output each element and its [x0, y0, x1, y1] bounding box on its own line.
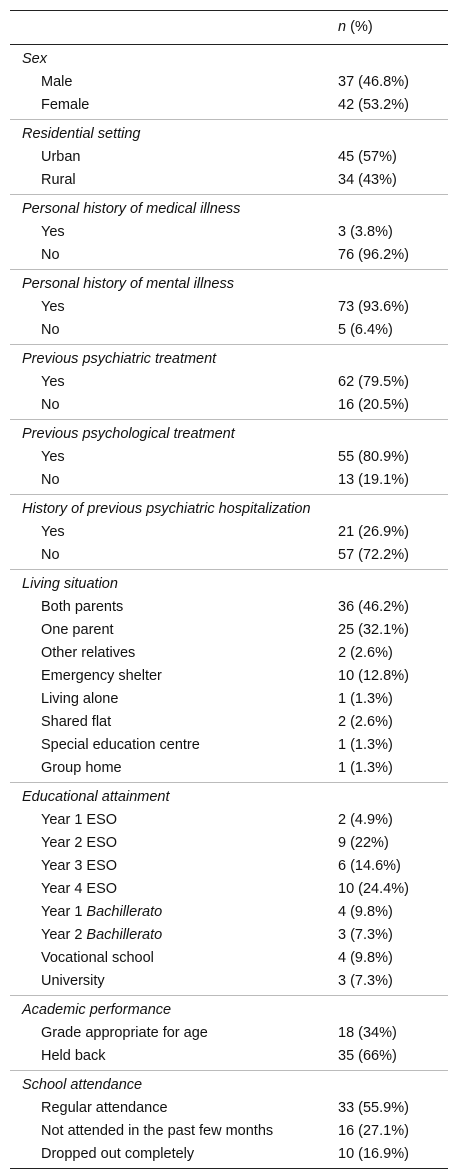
table-group — [10, 420, 448, 495]
table-row — [10, 855, 448, 878]
row-value: 25 (32.1%) — [338, 622, 409, 638]
table-row — [10, 688, 448, 711]
table-row — [10, 169, 448, 192]
row-value: 36 (46.2%) — [338, 599, 409, 615]
row-value: 2 (2.6%) — [338, 645, 393, 661]
row-label: Dropped out completely — [41, 1146, 195, 1162]
row-value: 16 (20.5%) — [338, 397, 409, 413]
table-row — [10, 394, 448, 417]
group-heading: School attendance — [22, 1077, 143, 1093]
table-group — [10, 120, 448, 195]
row-label: University — [41, 973, 105, 989]
row-label-text: Year 1 — [41, 904, 87, 920]
row-label: Yes — [41, 524, 65, 540]
row-value: 73 (93.6%) — [338, 299, 409, 315]
row-label: Yes — [41, 224, 65, 240]
table-body — [10, 45, 448, 1169]
row-label — [41, 924, 162, 947]
row-value: 13 (19.1%) — [338, 472, 409, 488]
row-value: 2 (4.9%) — [338, 812, 393, 828]
row-value: 42 (53.2%) — [338, 97, 409, 113]
table-row — [10, 446, 448, 469]
row-label: Not attended in the past few months — [41, 1123, 274, 1139]
table-group — [10, 570, 448, 783]
row-value: 21 (26.9%) — [338, 524, 409, 540]
table-row — [10, 1143, 448, 1166]
row-value: 55 (80.9%) — [338, 449, 409, 465]
table-row — [10, 221, 448, 244]
row-label: Yes — [41, 449, 65, 465]
row-label: Shared flat — [41, 714, 112, 730]
row-value: 4 (9.8%) — [338, 950, 393, 966]
row-label: No — [41, 397, 60, 413]
row-value: 35 (66%) — [338, 1048, 397, 1064]
table-row — [10, 734, 448, 757]
table-header — [10, 11, 448, 45]
row-label: Year 2 ESO — [41, 835, 118, 851]
row-label-text: Year 2 — [41, 927, 87, 943]
row-value: 16 (27.1%) — [338, 1123, 409, 1139]
group-heading: Previous psychiatric treatment — [22, 351, 217, 367]
row-label: Year 4 ESO — [41, 881, 118, 897]
row-label — [41, 901, 162, 924]
row-label: No — [41, 547, 60, 563]
row-value: 10 (12.8%) — [338, 668, 409, 684]
column-header-n-percent — [338, 19, 373, 35]
table-row — [10, 1022, 448, 1045]
table-row — [10, 809, 448, 832]
table-row — [10, 296, 448, 319]
column-header-n: n — [338, 19, 347, 35]
table-row — [10, 146, 448, 169]
table-row — [10, 947, 448, 970]
row-value: 18 (34%) — [338, 1025, 397, 1041]
table-row — [10, 469, 448, 492]
group-heading: Living situation — [22, 576, 118, 592]
table-group — [10, 270, 448, 345]
row-value: 9 (22%) — [338, 835, 389, 851]
row-label: Both parents — [41, 599, 124, 615]
table-group — [10, 345, 448, 420]
table-group — [10, 45, 448, 120]
row-value: 10 (24.4%) — [338, 881, 409, 897]
row-label: No — [41, 472, 60, 488]
row-label: Held back — [41, 1048, 106, 1064]
row-value: 3 (7.3%) — [338, 973, 393, 989]
row-label: Year 1 ESO — [41, 812, 118, 828]
row-label: Yes — [41, 299, 65, 315]
table-row — [10, 924, 448, 947]
table-row — [10, 521, 448, 544]
row-label: Regular attendance — [41, 1100, 168, 1116]
row-value: 4 (9.8%) — [338, 904, 393, 920]
row-value: 6 (14.6%) — [338, 858, 401, 874]
row-label: No — [41, 322, 60, 338]
row-value: 34 (43%) — [338, 172, 397, 188]
row-label: Emergency shelter — [41, 668, 162, 684]
demographics-table — [10, 10, 448, 1169]
group-heading: Personal history of mental illness — [22, 276, 234, 292]
row-label: Male — [41, 74, 73, 90]
table-row — [10, 901, 448, 924]
table-row — [10, 711, 448, 734]
row-value: 5 (6.4%) — [338, 322, 393, 338]
row-label: Living alone — [41, 691, 119, 707]
row-value: 33 (55.9%) — [338, 1100, 409, 1116]
table-row — [10, 319, 448, 342]
table-row — [10, 970, 448, 993]
row-value: 62 (79.5%) — [338, 374, 409, 390]
row-value: 37 (46.8%) — [338, 74, 409, 90]
row-value: 45 (57%) — [338, 149, 397, 165]
row-label: Grade appropriate for age — [41, 1025, 208, 1041]
group-heading: Educational attainment — [22, 789, 170, 805]
group-heading: Academic performance — [22, 1002, 172, 1018]
table-row — [10, 757, 448, 780]
table-group — [10, 783, 448, 996]
row-value: 3 (3.8%) — [338, 224, 393, 240]
row-value: 1 (1.3%) — [338, 737, 393, 753]
row-label: Urban — [41, 149, 81, 165]
table-row — [10, 71, 448, 94]
column-header-percent: (%) — [350, 19, 373, 35]
row-label: Other relatives — [41, 645, 136, 661]
row-label-italic-text: Bachillerato — [86, 904, 163, 920]
row-label: Group home — [41, 760, 122, 776]
table-group — [10, 495, 448, 570]
row-label: Female — [41, 97, 90, 113]
table-row — [10, 371, 448, 394]
row-value: 57 (72.2%) — [338, 547, 409, 563]
table-row — [10, 642, 448, 665]
group-heading: Residential setting — [22, 126, 141, 142]
row-label-italic-text: Bachillerato — [86, 927, 163, 943]
group-heading: Personal history of medical illness — [22, 201, 241, 217]
row-label: Special education centre — [41, 737, 200, 753]
row-label: Yes — [41, 374, 65, 390]
table-row — [10, 1097, 448, 1120]
table-group — [10, 195, 448, 270]
row-value: 2 (2.6%) — [338, 714, 393, 730]
table-row — [10, 1045, 448, 1068]
table-row — [10, 596, 448, 619]
table-row — [10, 878, 448, 901]
row-label: Vocational school — [41, 950, 154, 966]
table-group — [10, 996, 448, 1071]
table-row — [10, 244, 448, 267]
table-row — [10, 665, 448, 688]
table-group — [10, 1071, 448, 1169]
table-row — [10, 94, 448, 117]
row-label: No — [41, 247, 60, 263]
row-label: Year 3 ESO — [41, 858, 118, 874]
row-label: One parent — [41, 622, 114, 638]
table-row — [10, 619, 448, 642]
group-heading: Sex — [22, 51, 47, 67]
group-heading: History of previous psychiatric hospitalization — [22, 501, 311, 517]
table-row — [10, 544, 448, 567]
row-value: 10 (16.9%) — [338, 1146, 409, 1162]
row-value: 1 (1.3%) — [338, 760, 393, 776]
group-heading: Previous psychological treatment — [22, 426, 235, 442]
row-value: 3 (7.3%) — [338, 927, 393, 943]
row-value: 76 (96.2%) — [338, 247, 409, 263]
row-label: Rural — [41, 172, 76, 188]
table-row — [10, 832, 448, 855]
row-value: 1 (1.3%) — [338, 691, 393, 707]
